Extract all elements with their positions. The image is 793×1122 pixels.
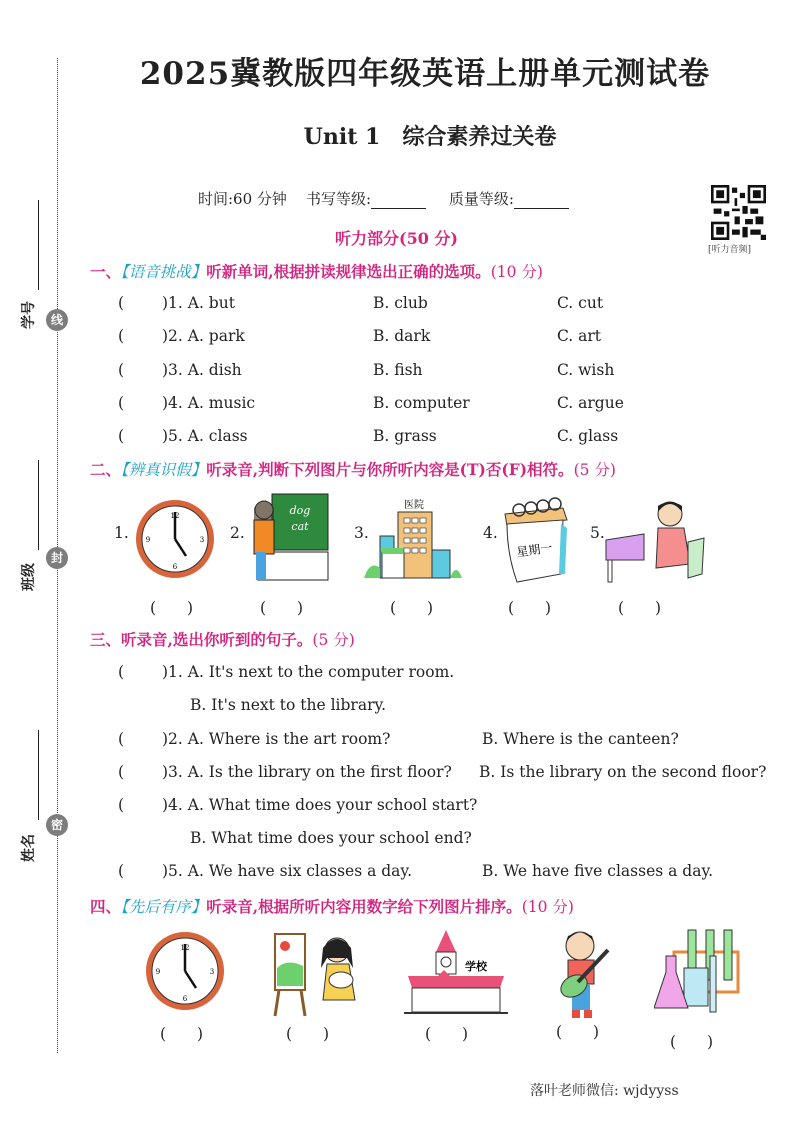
clock-icon	[144, 930, 226, 1012]
name-blank[interactable]	[38, 730, 39, 820]
section-4-heading	[90, 895, 574, 917]
answer-paren[interactable]: ( )	[618, 599, 662, 617]
section-points: (5 分)	[312, 631, 355, 649]
calendar-icon	[497, 494, 571, 586]
option-b[interactable]: B. club	[373, 294, 428, 312]
option-b[interactable]: B. What time does your school end?	[190, 829, 472, 847]
option-a[interactable]: )3. A. dish	[162, 361, 242, 379]
picture-number: 3.	[354, 524, 369, 542]
section-number: 三、	[90, 630, 122, 649]
answer-paren[interactable]: ( )	[286, 1025, 330, 1043]
option-a[interactable]: )4. A. What time does your school start?	[162, 796, 478, 814]
school-icon	[404, 930, 508, 1014]
svg-text:6: 6	[182, 995, 188, 1003]
section-points: (10 分)	[490, 263, 543, 281]
writing-grade-label: 书写等级:	[306, 190, 372, 208]
girl-painting-icon	[273, 928, 369, 1018]
name-label: 姓名	[21, 834, 37, 862]
section-2-heading	[90, 458, 616, 480]
section-number: 一、	[90, 262, 122, 281]
svg-text:dog: dog	[289, 504, 311, 517]
option-a[interactable]: )5. A. class	[162, 427, 248, 445]
option-b[interactable]: B. fish	[373, 361, 423, 379]
answer-paren[interactable]: (	[118, 730, 125, 748]
option-b[interactable]: B. It's next to the library.	[190, 696, 387, 714]
quality-grade-label: 质量等级:	[448, 190, 514, 208]
writing-grade-blank[interactable]	[371, 194, 426, 209]
seal-line-marker: 线	[46, 309, 68, 331]
answer-paren[interactable]: (	[118, 327, 125, 345]
answer-paren[interactable]: ( )	[160, 1025, 204, 1043]
seal-seal-marker: 封	[46, 547, 68, 569]
svg-text:9: 9	[155, 968, 161, 976]
answer-paren[interactable]: (	[118, 796, 125, 814]
section-points: (5 分)	[573, 461, 616, 479]
option-a[interactable]: )2. A. park	[162, 327, 245, 345]
answer-paren[interactable]: ( )	[390, 599, 434, 617]
section-tag: 【先后有序】	[121, 898, 207, 916]
section-1-heading	[90, 260, 543, 282]
footer-contact: 落叶老师微信: wjdyyss	[530, 1083, 679, 1099]
answer-paren[interactable]: (	[118, 862, 125, 880]
option-a[interactable]: )2. A. Where is the art room?	[162, 730, 391, 748]
student-id-label: 学号	[21, 301, 37, 329]
option-b[interactable]: B. Where is the canteen?	[482, 730, 679, 748]
section-tag: 【辨真识假】	[121, 461, 207, 479]
picture-number: 5.	[590, 524, 605, 542]
class-blank[interactable]	[38, 460, 39, 550]
svg-text:学校: 学校	[465, 960, 487, 973]
svg-text:12: 12	[170, 512, 180, 520]
option-a[interactable]: )1. A. but	[162, 294, 235, 312]
section-number: 四、	[90, 897, 122, 916]
svg-text:cat: cat	[291, 520, 309, 533]
option-a[interactable]: )4. A. music	[162, 394, 256, 412]
answer-paren[interactable]: (	[118, 361, 125, 379]
picture-number: 1.	[114, 524, 129, 542]
option-c[interactable]: C. cut	[557, 294, 604, 312]
option-c[interactable]: C. argue	[557, 394, 624, 412]
time-label: 时间:60 分钟	[198, 190, 287, 208]
page-subtitle: Unit 1 综合素养过关卷	[303, 124, 557, 150]
quality-grade-blank[interactable]	[514, 194, 569, 209]
girl-piano-icon	[604, 498, 708, 586]
option-b[interactable]: B. We have five classes a day.	[482, 862, 714, 880]
answer-paren[interactable]: ( )	[670, 1033, 714, 1051]
option-b[interactable]: B. computer	[373, 394, 470, 412]
svg-text:9: 9	[145, 536, 151, 544]
exam-info	[198, 188, 587, 209]
option-a[interactable]: )5. A. We have six classes a day.	[162, 862, 413, 880]
answer-paren[interactable]: ( )	[556, 1023, 600, 1041]
answer-paren[interactable]: ( )	[508, 599, 552, 617]
answer-paren[interactable]: (	[118, 427, 125, 445]
option-a[interactable]: )1. A. It's next to the computer room.	[162, 663, 455, 681]
boy-guitar-icon	[554, 928, 614, 1020]
option-c[interactable]: C. art	[557, 327, 602, 345]
section-instruction: 听新单词,根据拼读规律选出正确的选项。	[206, 262, 491, 281]
option-c[interactable]: C. wish	[557, 361, 615, 379]
svg-text:6: 6	[172, 563, 178, 571]
svg-text:3: 3	[199, 536, 205, 544]
section-points: (10 分)	[521, 898, 574, 916]
answer-paren[interactable]: ( )	[425, 1025, 469, 1043]
svg-text:星期一: 星期一	[515, 540, 554, 560]
seal-secret-marker: 密	[46, 814, 68, 836]
option-b[interactable]: B. dark	[373, 327, 431, 345]
option-a[interactable]: )3. A. Is the library on the first floor?	[162, 763, 452, 781]
svg-text:3: 3	[209, 968, 215, 976]
section-tag: 【语音挑战】	[121, 263, 207, 281]
class-label: 班级	[21, 563, 37, 591]
page-title: 2025冀教版四年级英语上册单元测试卷	[139, 56, 711, 92]
option-b[interactable]: B. grass	[373, 427, 437, 445]
section-number: 二、	[90, 460, 122, 479]
picture-number: 2.	[230, 524, 245, 542]
svg-text:12: 12	[180, 944, 190, 952]
hospital-icon	[364, 496, 462, 580]
listening-part-title: 听力部分(50 分)	[335, 229, 458, 248]
section-3-heading	[90, 628, 355, 650]
section-instruction: 听录音,根据所听内容用数字给下列图片排序。	[206, 897, 522, 916]
answer-paren[interactable]: (	[118, 294, 125, 312]
answer-paren[interactable]: ( )	[150, 599, 194, 617]
answer-paren[interactable]: (	[118, 394, 125, 412]
lab-equipment-icon	[654, 928, 744, 1016]
answer-paren[interactable]: (	[118, 663, 125, 681]
answer-paren[interactable]: (	[118, 763, 125, 781]
teacher-blackboard-icon	[244, 492, 330, 582]
option-c[interactable]: C. glass	[557, 427, 619, 445]
section-instruction: 听录音,选出你听到的句子。	[121, 630, 313, 649]
qr-caption: [听力音频]	[708, 245, 752, 255]
section-instruction: 听录音,判断下列图片与你所听内容是(T)否(F)相符。	[206, 460, 574, 479]
clock-icon	[134, 498, 216, 580]
picture-number: 4.	[483, 524, 498, 542]
answer-paren[interactable]: ( )	[260, 599, 304, 617]
svg-text:医院: 医院	[404, 500, 424, 511]
option-b[interactable]: B. Is the library on the second floor?	[479, 763, 767, 781]
